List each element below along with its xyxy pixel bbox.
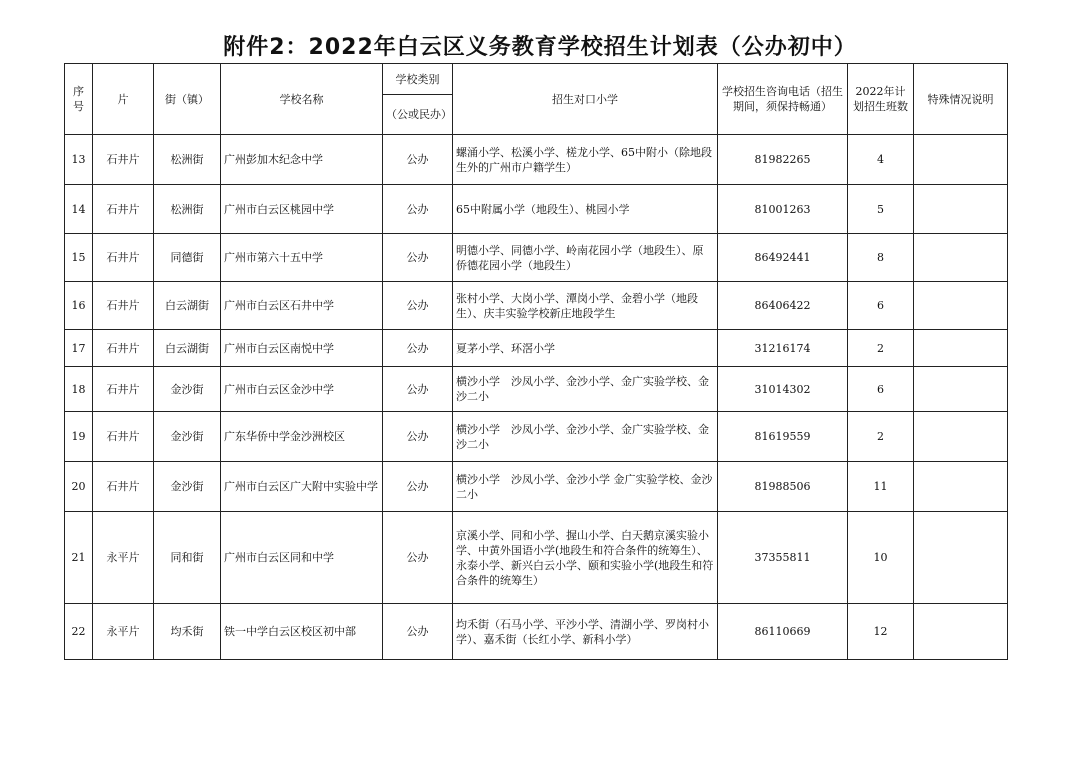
cell-phone: 37355811: [718, 512, 848, 604]
cell-phone: 31014302: [718, 367, 848, 412]
cell-category: 公办: [383, 604, 453, 660]
cell-notes: [914, 135, 1008, 185]
cell-notes: [914, 367, 1008, 412]
cell-category: 公办: [383, 234, 453, 282]
cell-area: 石井片: [93, 135, 154, 185]
cell-classes: 6: [848, 367, 914, 412]
cell-seq: 21: [65, 512, 93, 604]
header-school: 学校名称: [221, 64, 383, 135]
table-row: [65, 512, 1008, 604]
cell-area: 石井片: [93, 234, 154, 282]
cell-area: 石井片: [93, 282, 154, 330]
cell-street: 松洲街: [154, 135, 221, 185]
cell-notes: [914, 282, 1008, 330]
cell-school: 铁一中学白云区校区初中部: [221, 604, 383, 660]
cell-seq: 22: [65, 604, 93, 660]
header-primary: 招生对口小学: [453, 64, 718, 135]
table-row: [65, 604, 1008, 660]
cell-classes: 2: [848, 330, 914, 367]
cell-category: 公办: [383, 512, 453, 604]
cell-primary: 明德小学、同德小学、岭南花园小学（地段生）、原侨德花园小学（地段生）: [453, 234, 718, 282]
cell-school: 广州市白云区同和中学: [221, 512, 383, 604]
cell-seq: 13: [65, 135, 93, 185]
cell-category: 公办: [383, 412, 453, 462]
cell-seq: 19: [65, 412, 93, 462]
cell-category: 公办: [383, 367, 453, 412]
cell-seq: 17: [65, 330, 93, 367]
cell-notes: [914, 412, 1008, 462]
cell-school: 广州市白云区广大附中实验中学: [221, 462, 383, 512]
cell-primary: 螺涌小学、松溪小学、槎龙小学、65中附小（除地段生外的广州市户籍学生）: [453, 135, 718, 185]
cell-street: 金沙街: [154, 462, 221, 512]
cell-phone: 86492441: [718, 234, 848, 282]
cell-primary: 张村小学、大岗小学、潭岗小学、金碧小学（地段生）、庆丰实验学校新庄地段学生: [453, 282, 718, 330]
cell-primary: 京溪小学、同和小学、握山小学、白天鹅京溪实验小学、中黄外国语小学(地段生和符合条件的统筹生）、永泰小学、新兴白云小学、颐和实验小学(地段生和符合条件的统筹生）: [453, 512, 718, 604]
cell-area: 永平片: [93, 512, 154, 604]
table-row: [65, 330, 1008, 367]
cell-classes: 8: [848, 234, 914, 282]
cell-area: 石井片: [93, 330, 154, 367]
cell-classes: 5: [848, 185, 914, 234]
enrollment-plan-table: [64, 63, 1008, 660]
cell-phone: 86406422: [718, 282, 848, 330]
cell-street: 均禾街: [154, 604, 221, 660]
cell-primary: 65中附属小学（地段生）、桃园小学: [453, 185, 718, 234]
table-row: [65, 412, 1008, 462]
cell-seq: 18: [65, 367, 93, 412]
cell-school: 广州市白云区桃园中学: [221, 185, 383, 234]
cell-area: 石井片: [93, 185, 154, 234]
table-row: [65, 367, 1008, 412]
cell-primary: 横沙小学 沙凤小学、金沙小学 金广实验学校、金沙二小: [453, 462, 718, 512]
table-row: [65, 135, 1008, 185]
table-row: [65, 185, 1008, 234]
cell-seq: 15: [65, 234, 93, 282]
header-street: 街（镇）: [154, 64, 221, 135]
cell-area: 石井片: [93, 462, 154, 512]
cell-notes: [914, 462, 1008, 512]
cell-phone: 81619559: [718, 412, 848, 462]
table-row: [65, 234, 1008, 282]
cell-school: 广州市白云区南悦中学: [221, 330, 383, 367]
cell-seq: 14: [65, 185, 93, 234]
cell-primary: 均禾街（石马小学、平沙小学、清湖小学、罗岗村小学）、嘉禾街（长红小学、新科小学）: [453, 604, 718, 660]
cell-area: 永平片: [93, 604, 154, 660]
cell-category: 公办: [383, 185, 453, 234]
cell-category: 公办: [383, 135, 453, 185]
cell-school: 广州市白云区石井中学: [221, 282, 383, 330]
header-area: 片: [93, 64, 154, 135]
cell-notes: [914, 234, 1008, 282]
cell-phone: 86110669: [718, 604, 848, 660]
cell-notes: [914, 185, 1008, 234]
header-seq: 序号: [65, 64, 93, 135]
cell-classes: 2: [848, 412, 914, 462]
cell-phone: 81988506: [718, 462, 848, 512]
cell-school: 广州市白云区金沙中学: [221, 367, 383, 412]
document-title: 附件2：2022年白云区义务教育学校招生计划表（公办初中）: [223, 35, 857, 60]
cell-notes: [914, 512, 1008, 604]
table-row: [65, 282, 1008, 330]
header-category-sub: （公或民办）: [383, 95, 453, 135]
cell-classes: 11: [848, 462, 914, 512]
cell-classes: 4: [848, 135, 914, 185]
cell-street: 同和街: [154, 512, 221, 604]
header-notes: 特殊情况说明: [914, 64, 1008, 135]
cell-area: 石井片: [93, 412, 154, 462]
cell-street: 白云湖街: [154, 330, 221, 367]
cell-primary: 横沙小学 沙凤小学、金沙小学、金广实验学校、金沙二小: [453, 412, 718, 462]
cell-street: 金沙街: [154, 367, 221, 412]
cell-classes: 12: [848, 604, 914, 660]
header-phone: 学校招生咨询电话（招生期间，须保持畅通）: [718, 64, 848, 135]
cell-seq: 16: [65, 282, 93, 330]
cell-phone: 81982265: [718, 135, 848, 185]
cell-school: 广东华侨中学金沙洲校区: [221, 412, 383, 462]
cell-phone: 81001263: [718, 185, 848, 234]
cell-street: 同德街: [154, 234, 221, 282]
cell-street: 松洲街: [154, 185, 221, 234]
cell-classes: 10: [848, 512, 914, 604]
cell-street: 金沙街: [154, 412, 221, 462]
cell-phone: 31216174: [718, 330, 848, 367]
cell-category: 公办: [383, 330, 453, 367]
cell-category: 公办: [383, 462, 453, 512]
cell-classes: 6: [848, 282, 914, 330]
header-classes: 2022年计划招生班数: [848, 64, 914, 135]
cell-street: 白云湖街: [154, 282, 221, 330]
cell-notes: [914, 604, 1008, 660]
cell-primary: 夏茅小学、环滘小学: [453, 330, 718, 367]
table-row: [65, 462, 1008, 512]
cell-notes: [914, 330, 1008, 367]
cell-category: 公办: [383, 282, 453, 330]
cell-primary: 横沙小学 沙凤小学、金沙小学、金广实验学校、金沙二小: [453, 367, 718, 412]
cell-school: 广州市第六十五中学: [221, 234, 383, 282]
cell-school: 广州彭加木纪念中学: [221, 135, 383, 185]
header-category: 学校类别: [383, 64, 453, 95]
cell-seq: 20: [65, 462, 93, 512]
cell-area: 石井片: [93, 367, 154, 412]
